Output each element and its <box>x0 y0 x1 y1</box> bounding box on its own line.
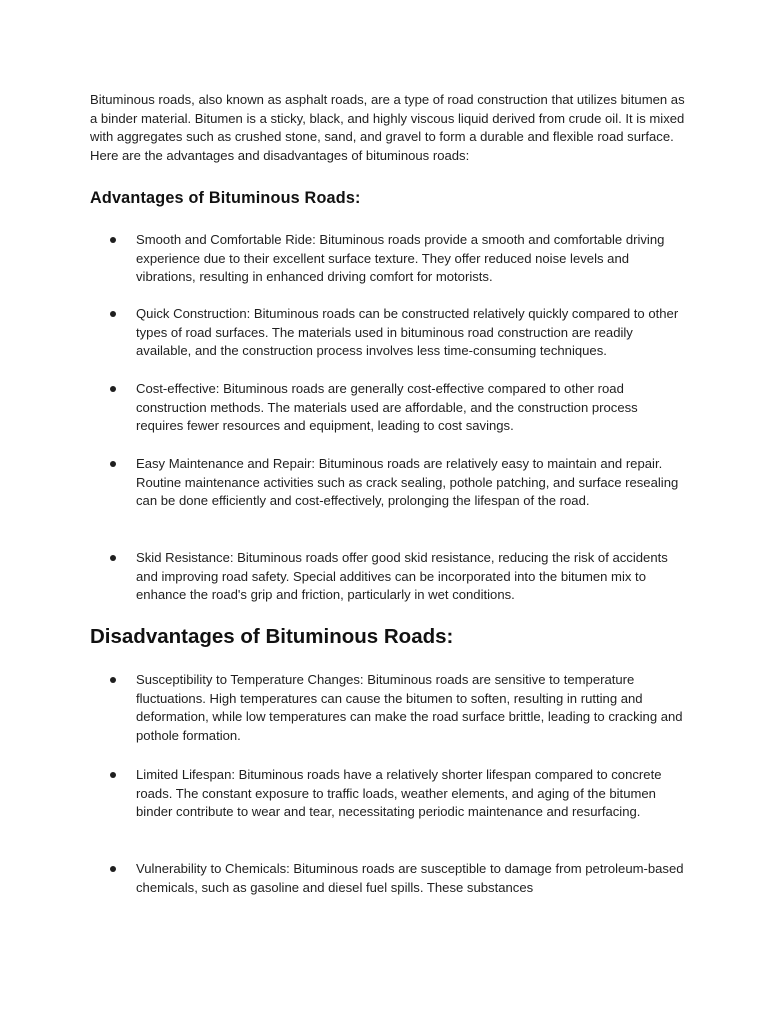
list-item-text: Vulnerability to Chemicals: Bituminous roads are susceptible to damage from petroleum-based chemicals, such as gasoline and diesel fuel spills. These substances <box>136 861 684 895</box>
list-item-text: Skid Resistance: Bituminous roads offer good skid resistance, reducing the risk of accidents and improving road safety. Special additives can be incorporated into the bitumen mix to enhance the road's grip and friction, particularly in wet conditions. <box>136 550 668 603</box>
disadvantages-heading: Disadvantages of Bituminous Roads: <box>90 625 454 648</box>
list-item-text: Quick Construction: Bituminous roads can be constructed relatively quickly compared to other types of road surfaces. The materials used in bituminous road construction are readily available, and the construction process involves less time-consuming techniques. <box>136 306 679 359</box>
bullet-icon <box>110 677 116 683</box>
bullet-icon <box>110 461 116 467</box>
list-item-text: Smooth and Comfortable Ride: Bituminous roads provide a smooth and comfortable driving experience due to their excellent surface texture. They offer reduced noise levels and vibrations, resulting in enhanced driving comfort for motorists. <box>136 232 665 285</box>
bullet-icon <box>110 386 116 392</box>
list-item-text: Limited Lifespan: Bituminous roads have a relatively shorter lifespan compared to concrete roads. The constant exposure to traffic loads, weather elements, and aging of the bitumen binder contribute to wear and tear, necessitating periodic maintenance and resurfacing. <box>136 767 662 820</box>
bullet-icon <box>110 866 116 872</box>
bullet-icon <box>110 237 116 243</box>
list-item-text: Susceptibility to Temperature Changes: Bituminous roads are sensitive to temperature fluctuations. High temperatures can cause the bitumen to soften, resulting in rutting and deformation, while low temperatures can make the road surface brittle, leading to cracking and pothole formation. <box>136 672 683 743</box>
advantages-heading: Advantages of Bituminous Roads: <box>90 189 361 207</box>
bullet-icon <box>110 555 116 561</box>
list-item-text: Easy Maintenance and Repair: Bituminous roads are relatively easy to maintain and repair. Routine maintenance activities such as crack sealing, pothole patching, and surface resealing can be done efficiently and cost-effectively, prolonging the lifespan of the road. <box>136 456 679 509</box>
bullet-icon <box>110 772 116 778</box>
intro-paragraph: Bituminous roads, also known as asphalt roads, are a type of road construction that utilizes bitumen as a binder material. Bitumen is a sticky, black, and highly viscous liquid derived from crude oil. It is mixed with aggregates such as crushed stone, sand, and gravel to form a durable and flexible road surface. Here are the advantages and disadvantages of bituminous roads: <box>90 92 685 163</box>
list-item-text: Cost-effective: Bituminous roads are generally cost-effective compared to other road construction methods. The materials used are affordable, and the construction process requires fewer resources and equipment, leading to cost savings. <box>136 381 638 434</box>
bullet-icon <box>110 311 116 317</box>
